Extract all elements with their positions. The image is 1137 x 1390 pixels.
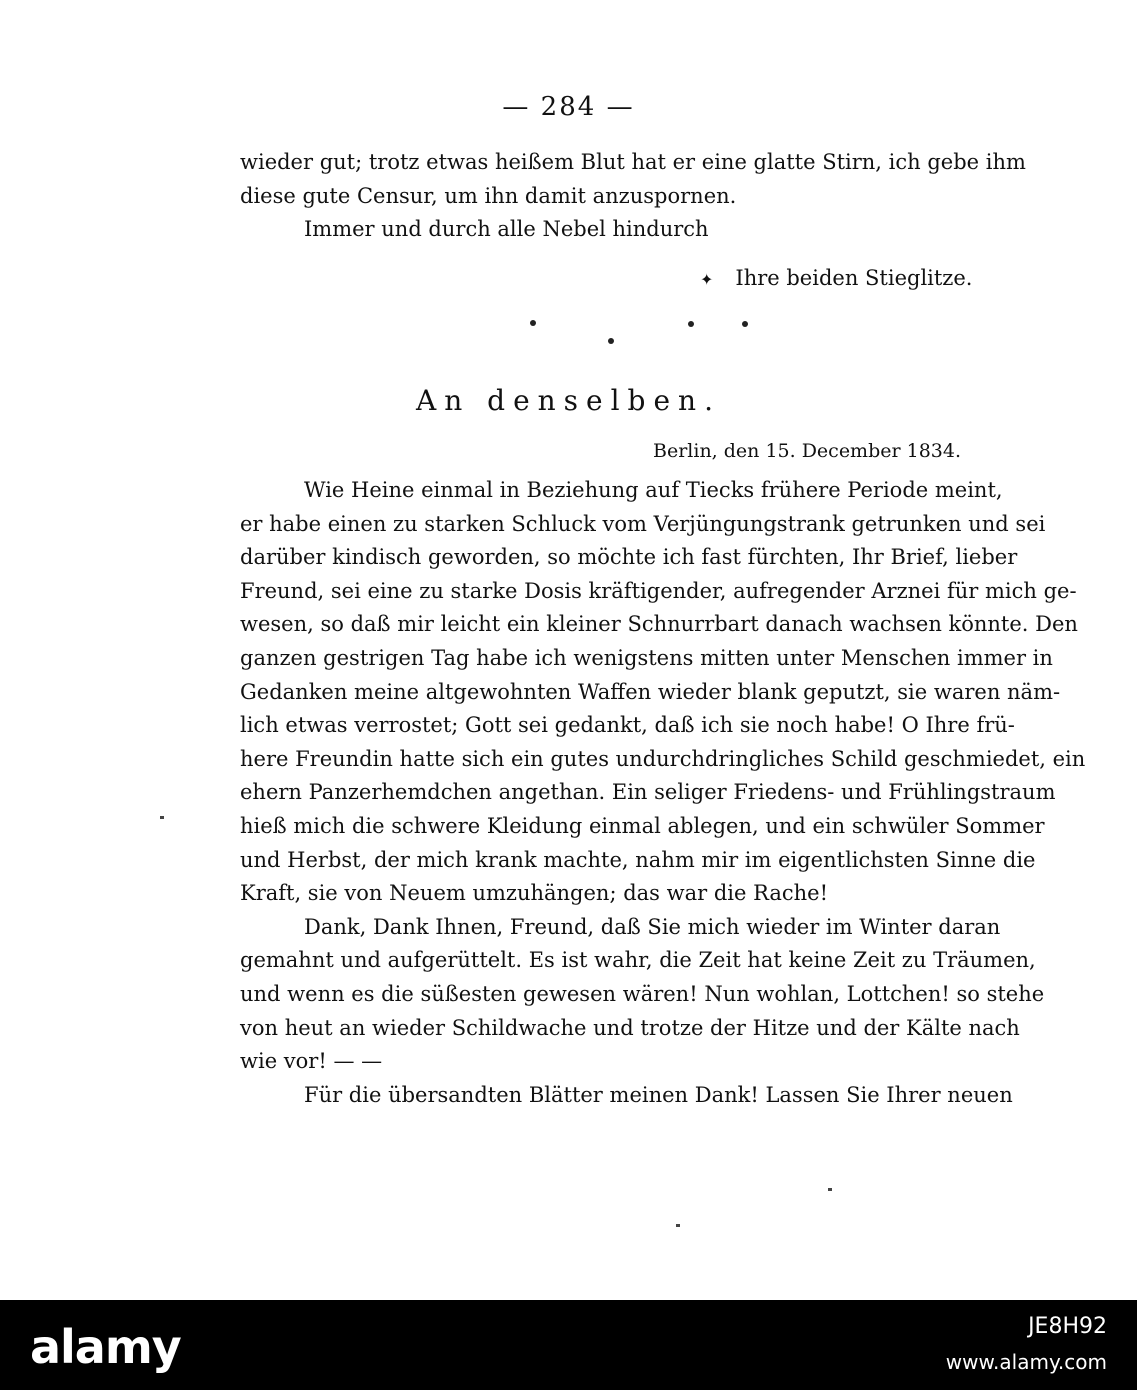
text-line: ganzen gestrigen Tag habe ich wenigstens mitten unter Menschen immer in: [240, 645, 1053, 670]
text-line: wieder gut; trotz etwas heißem Blut hat er eine glatte Stirn, ich gebe ihm: [240, 150, 1026, 174]
watermark-footer: [0, 1300, 1137, 1390]
text-line: Gedanken meine altgewohnten Waffen wieder blank geputzt, sie waren näm-: [240, 679, 1061, 704]
text-line: darüber kindisch geworden, so möchte ich fast fürchten, Ihr Brief, lieber: [240, 545, 1018, 570]
text-line: Dank, Dank Ihnen, Freund, daß Sie mich wieder im Winter daran: [304, 914, 1001, 939]
separator-dot: [608, 338, 614, 344]
separator-dot: [688, 321, 694, 327]
signature-text: Ihre beiden Stieglitze.: [735, 266, 973, 290]
page-number: — 284 —: [502, 92, 635, 122]
paragraph: [240, 474, 1086, 911]
separator-dot: [530, 320, 536, 326]
text-line: er habe einen zu starken Schluck vom Verjüngungstrank getrunken und sei: [240, 511, 1046, 536]
text-line: wesen, so daß mir leicht ein kleiner Schnurrbart danach wachsen könnte. Den: [240, 612, 1078, 637]
text-line: Für die übersandten Blätter meinen Dank! Lassen Sie Ihrer neuen: [304, 1082, 1013, 1107]
text-line: Freund, sei eine zu starke Dosis kräftigender, aufregender Arznei für mich ge-: [240, 578, 1077, 603]
text-line: ehern Panzerhemdchen angethan. Ein seliger Friedens- und Frühlingstraum: [240, 780, 1056, 805]
scan-speck: [828, 1188, 832, 1191]
text-line: diese gute Censur, um ihn damit anzuspornen.: [240, 183, 737, 208]
text-line: Immer und durch alle Nebel hindurch: [304, 217, 709, 242]
paragraph: [240, 911, 1045, 1079]
alamy-logo: alamy: [30, 1320, 181, 1374]
footer-url: www.alamy.com: [945, 1350, 1107, 1374]
section-separator: [520, 318, 760, 358]
letter-title: An denselben.: [415, 384, 721, 417]
signature-mark: ✦: [700, 270, 714, 289]
text-line: Kraft, sie von Neuem umzuhängen; das war die Rache!: [240, 881, 829, 906]
letter-body: [240, 474, 1086, 1112]
text-line: hieß mich die schwere Kleidung einmal ablegen, und ein schwüler Sommer: [240, 813, 1045, 838]
text-line: here Freundin hatte sich ein gutes undurchdringliches Schild geschmiedet, ein: [240, 746, 1086, 771]
separator-dot: [742, 321, 748, 327]
previous-letter-ending: [240, 146, 1026, 247]
text-line: wie vor! — —: [240, 1049, 383, 1074]
text-line: von heut an wieder Schildwache und trotze der Hitze und der Kälte nach: [240, 1015, 1020, 1040]
text-line: gemahnt und aufgerüttelt. Es ist wahr, die Zeit hat keine Zeit zu Träumen,: [240, 948, 1036, 973]
text-line: lich etwas verrostet; Gott sei gedankt, daß ich sie noch habe! O Ihre frü-: [240, 713, 1015, 738]
text-line: und wenn es die süßesten gewesen wären! Nun wohlan, Lottchen! so stehe: [240, 981, 1045, 1006]
text-line: und Herbst, der mich krank machte, nahm mir im eigentlichsten Sinne die: [240, 847, 1036, 872]
paragraph: [240, 1079, 1013, 1113]
signature: [700, 266, 972, 290]
image-id: JE8H92: [1028, 1314, 1107, 1339]
scan-speck: [160, 816, 164, 819]
text-line: Wie Heine einmal in Beziehung auf Tiecks frühere Periode meint,: [304, 478, 1003, 502]
letter-dateline: Berlin, den 15. December 1834.: [653, 440, 961, 462]
scan-speck: [676, 1224, 680, 1227]
